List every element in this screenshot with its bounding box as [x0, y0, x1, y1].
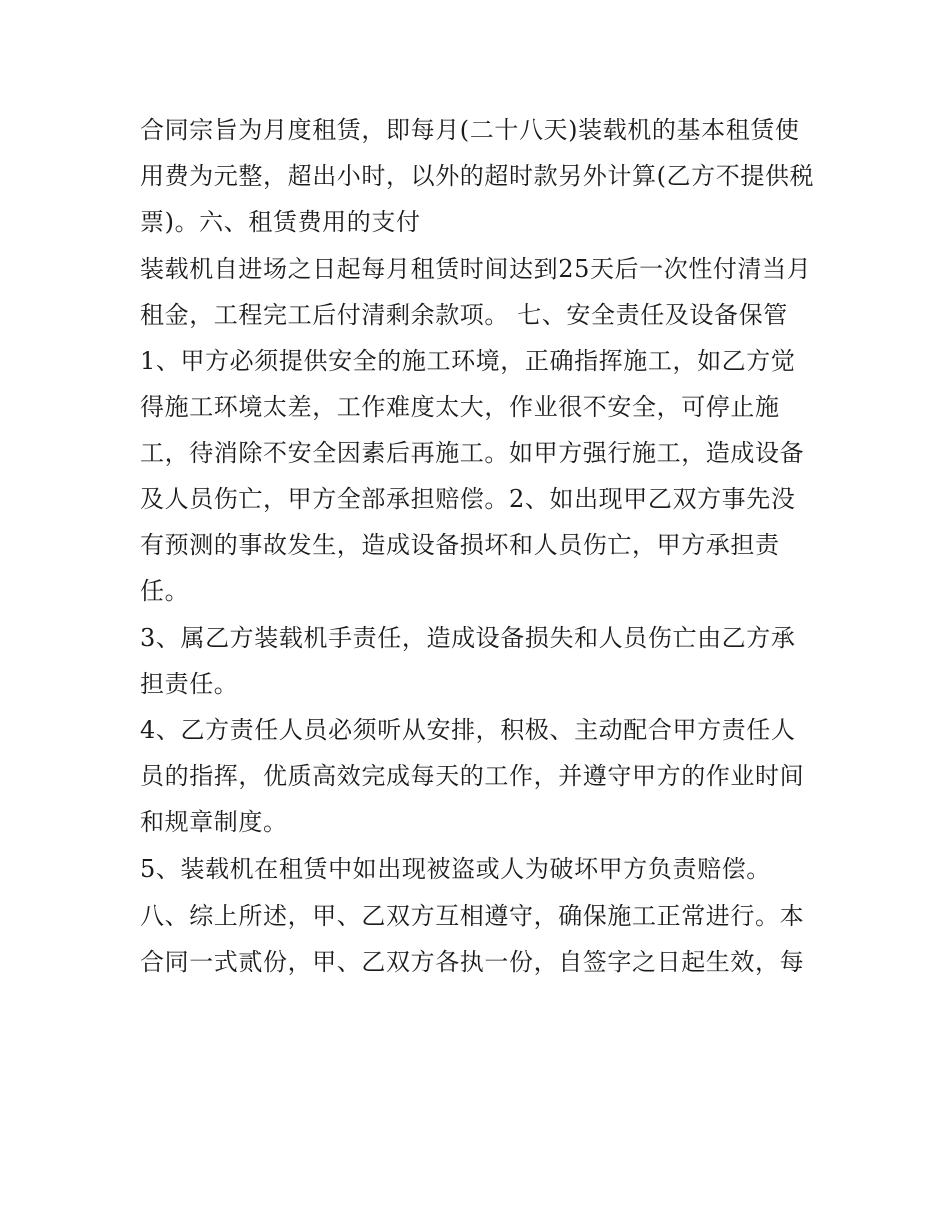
- paragraph-safety-5: 5、装载机在租赁中如出现被盗或人为破坏甲方负责赔偿。: [140, 854, 771, 883]
- document-body: [140, 107, 815, 985]
- paragraph-safety-1-2: 1、甲方必须提供安全的施工环境，正确指挥施工，如乙方觉得施工环境太差，工作难度太大，作业很不安全，可停止施工，待消除不安全因素后再施工。如甲方强行施工，造成设备及人员伤亡，甲方全部承担赔偿。2、如出现甲乙双方事先没有预测的事故发生，造成设备损坏和人员伤亡，甲方承担责任。: [140, 347, 805, 606]
- paragraph-summary: 八、综上所述，甲、乙双方互相遵守，确保施工正常进行。本合同一式贰份，甲、乙双方各执一份，自签字之日起生效，每: [140, 901, 805, 976]
- paragraph-safety-4: 4、乙方责任人员必须听从安排，积极、主动配合甲方责任人员的指挥，优质高效完成每天的工作，并遵守甲方的作业时间和规章制度。: [140, 716, 805, 837]
- paragraph-payment: 装载机自进场之日起每月租赁时间达到25天后一次性付清当月租金，工程完工后付清剩余款项。 七、安全责任及设备保管: [140, 254, 812, 329]
- paragraph-rental-terms: 合同宗旨为月度租赁，即每月(二十八天)装载机的基本租赁使用费为元整，超出小时，以外的超时款另外计算(乙方不提供税票)。六、租赁费用的支付: [140, 116, 815, 236]
- paragraph-safety-3: 3、属乙方装载机手责任，造成设备损失和人员伤亡由乙方承担责任。: [140, 623, 796, 698]
